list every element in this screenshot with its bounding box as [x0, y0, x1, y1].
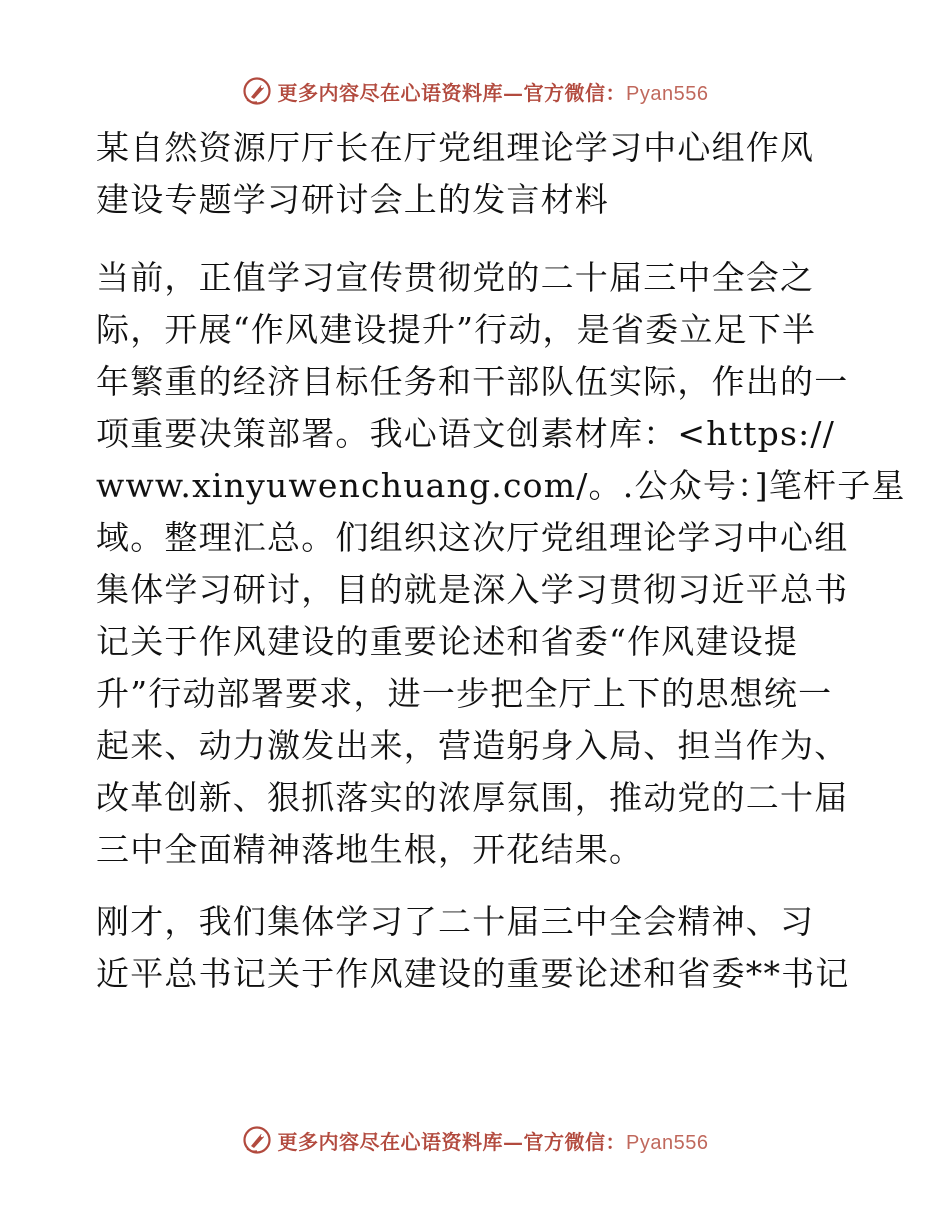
- watermark-id: Pyan556: [626, 1131, 709, 1154]
- pen-nib-logo-icon: [242, 1125, 272, 1155]
- text-line: 改革创新、狠抓落实的浓厚氛围，推动党的二十届: [96, 778, 849, 817]
- document-title: [96, 122, 856, 226]
- text-line: www.xinyuwenchuang.com/。.公众号：]笔杆子星: [96, 466, 906, 505]
- text-line: 当前，正值学习宣传贯彻党的二十届三中全会之: [96, 258, 815, 297]
- text-line: 三中全面精神落地生根，开花结果。: [96, 830, 644, 869]
- text-line: 刚才，我们集体学习了二十届三中全会精神、习: [96, 902, 815, 941]
- watermark-header: [0, 71, 950, 111]
- text-line: 起来、动力激发出来，营造躬身入局、担当作为、: [96, 726, 849, 765]
- text-line: 集体学习研讨，目的就是深入学习贯彻习近平总书: [96, 570, 849, 609]
- watermark-id: Pyan556: [626, 82, 709, 105]
- watermark-text: 更多内容尽在心语资料库—官方微信：Pyan556: [277, 1129, 709, 1154]
- paragraph-1: [96, 252, 906, 876]
- title-line: 建设专题学习研讨会上的发言材料: [96, 180, 609, 219]
- text-line: 记关于作风建设的重要论述和省委“作风建设提: [96, 622, 799, 661]
- watermark-text: 更多内容尽在心语资料库—官方微信：Pyan556: [277, 80, 709, 105]
- title-line: 某自然资源厅厅长在厅党组理论学习中心组作风: [96, 128, 815, 167]
- document-body: [96, 122, 906, 1000]
- watermark-footer: [0, 1120, 950, 1160]
- paragraph-2: [96, 896, 856, 1000]
- text-line: 域。整理汇总。们组织这次厅党组理论学习中心组: [96, 518, 849, 557]
- text-line: 项重要决策部署。我心语文创素材库：<https://: [96, 414, 836, 453]
- text-line: 年繁重的经济目标任务和干部队伍实际，作出的一: [96, 362, 849, 401]
- text-line: 近平总书记关于作风建设的重要论述和省委**书记: [96, 954, 850, 993]
- pen-nib-logo-icon: [242, 76, 272, 106]
- text-line: 升”行动部署要求，进一步把全厅上下的思想统一: [96, 674, 833, 713]
- text-line: 际，开展“作风建设提升”行动，是省委立足下半: [96, 310, 817, 349]
